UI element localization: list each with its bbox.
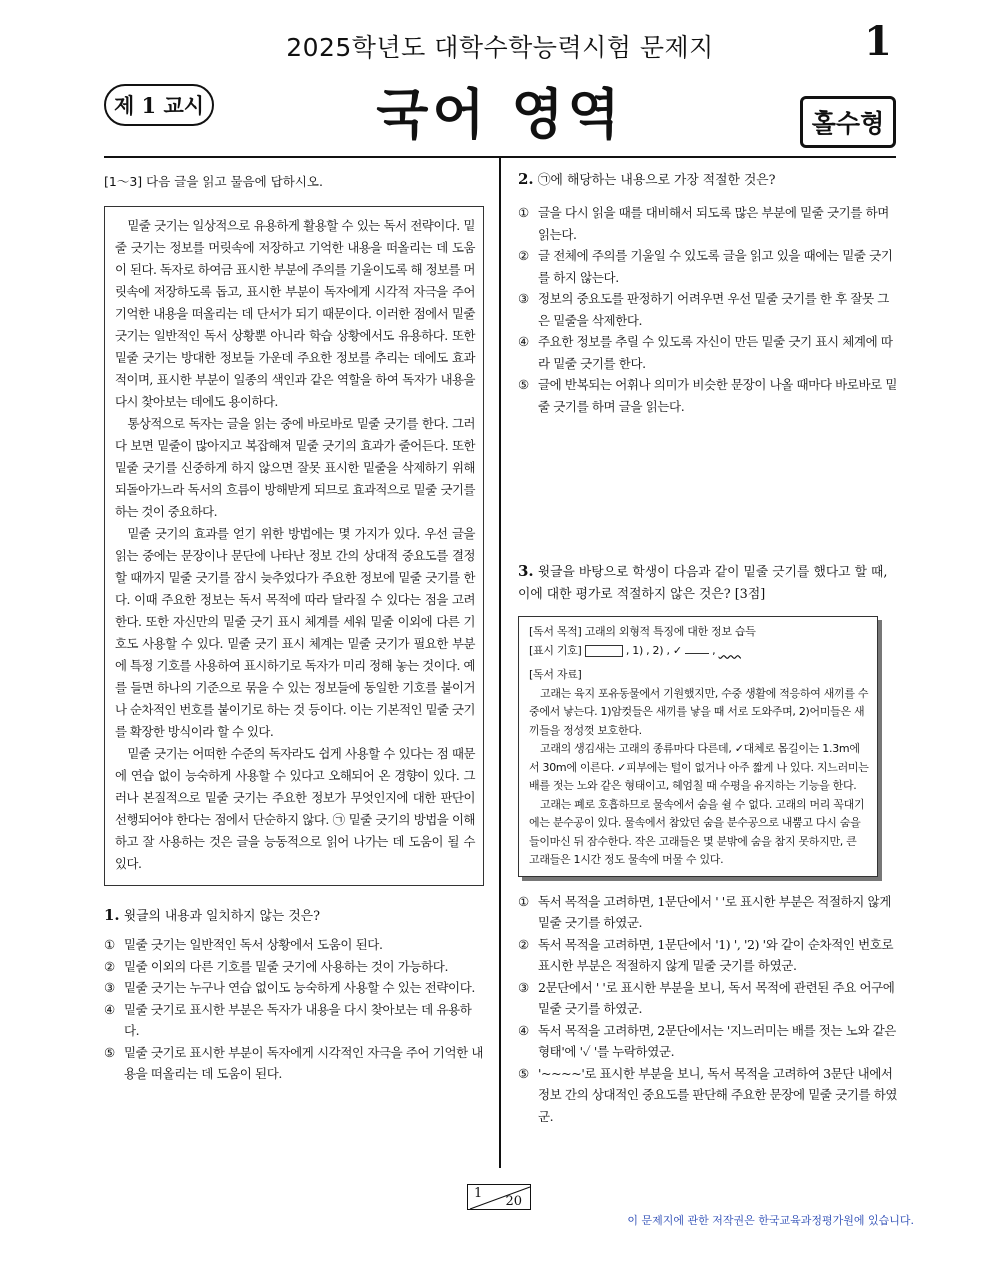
question-stem: 윗글의 내용과 일치하지 않는 것은?	[123, 909, 320, 924]
option-mark: ⑤	[104, 1044, 115, 1060]
option-mark: ⑤	[518, 377, 529, 392]
option-text: 독서 목적을 고려하면, 2문단에서는 '지느러미는 배를 젓는 노와 같은 형태'에 '✓ '를 누락하였군.	[538, 1022, 896, 1059]
reading-material-box: [독서 목적] 고래의 외형적 특징에 대한 정보 습득 [표시 기호] , 1) , 2) , ✓ , [독서 자료] 고래는 육지 포유동물에서 기원했지만, 수중 생활에 적응하여 새끼를 수중에서 낳는다. 1)암컷들은 새끼를 낳을 때 서로 도와주며, 2)어미들은 새끼들을 정성껏 보호한다. 고래의 생김새는 고래의 종류마다 다른데, ✓대체로 몸길이는 1.3m에서 30m에 이른다. ✓피부에는 털이 없거나 아주 짧게 나 있다. 지느러미는 배를 젓는 노와 같은 형태이고, 헤엄칠 때 수평을 유지하는 기능을 한다. 고래는 폐로 호흡하므로 물속에서 숨을 쉴 수 없다. 고래의 머리 꼭대기에는 분수공이 있다. 물속에서 참았던 숨을 분수공으로 내뿜고 다시 숨을 들이마신 뒤 잠수한다. 작은 고래들은 몇 분밖에 숨을 참지 못하지만, 큰 고래들은 1시간 정도 물속에 머물 수 있다.	[518, 616, 878, 877]
option-text: 정보의 중요도를 판정하기 어려우면 우선 밑줄 긋기를 한 후 잘못 그은 밑줄을 삭제한다.	[538, 291, 889, 328]
answer-option[interactable]	[518, 202, 898, 245]
right-column	[518, 168, 898, 1124]
question-stem: 윗글을 바탕으로 학생이 다음과 같이 밑줄 긋기를 했다고 할 때, 이에 대한 평가로 적절하지 않은 것은? [3점]	[518, 565, 888, 602]
reading-passage	[104, 206, 484, 886]
column-divider	[499, 158, 501, 1168]
passage-paragraph: 밑줄 긋기의 효과를 얻기 위한 방법에는 몇 가지가 있다. 우선 글을 읽는 중에는 문장이나 문단에 나타난 정보 간의 상대적 중요도를 결정할 때까지 밑줄 긋기를 잠시 늦추었다가 주요한 정보에 밑줄 긋기를 한다. 이때 주요한 정보는 독서 목적에 따라 달라질 수 있다는 점을 고려한다. 또한 자신만의 밑줄 긋기 표시 체계를 세워 밑줄 이외에 다른 기호도 사용할 수 있다. 밑줄 긋기 표시 체계는 밑줄 긋기가 필요한 부분에 특정 기호를 사용하여 표시하기로 독자가 미리 정해 놓는 것이다. 예를 들면 하나의 기준으로 묶을 수 있는 정보들에 동일한 기호를 붙이거나 순차적인 번호를 붙이기로 하는 것 등이다. 이는 기본적인 밑줄 긋기를 확장한 방식이라 할 수 있다.	[115, 526, 475, 739]
option-mark: ④	[104, 1001, 115, 1017]
option-mark: ①	[104, 937, 115, 952]
option-mark: ①	[518, 893, 529, 909]
option-text: 밑줄 긋기로 표시한 부분은 독자가 내용을 다시 찾아보는 데 유용하다.	[124, 1001, 472, 1038]
page-number: 1	[864, 18, 892, 65]
question-number: 3.	[518, 562, 534, 580]
option-text: 독서 목적을 고려하면, 1문단에서 ' '로 표시한 부분은 적절하지 않게 밑줄 긋기를 하였군.	[538, 893, 891, 930]
option-text: 글에 반복되는 어휘나 의미가 비슷한 문장이 나올 때마다 바로바로 밑줄 긋기를 하며 글을 읽는다.	[538, 377, 898, 414]
answer-option[interactable]	[104, 1042, 484, 1085]
option-mark: ①	[518, 205, 529, 220]
purpose-text: 고래의 외형적 특징에 대한 정보 습득	[584, 625, 756, 638]
box-symbol-icon	[585, 645, 623, 657]
underline-symbol-icon	[685, 653, 709, 654]
question-2	[518, 168, 898, 417]
answer-option[interactable]	[104, 977, 484, 999]
answer-option[interactable]	[104, 934, 484, 956]
answer-option[interactable]	[518, 977, 898, 1020]
exam-title: 2025학년도 대학수학능력시험 문제지	[286, 33, 714, 62]
option-mark: ⑤	[518, 1065, 529, 1081]
option-text: 글 전체에 주의를 기울일 수 있도록 글을 읽고 있을 때에는 밑줄 긋기를 하지 않는다.	[538, 248, 893, 285]
option-text: 밑줄 이외의 다른 기호를 밑줄 긋기에 사용하는 것이 가능하다.	[124, 958, 449, 974]
symbols-label: [표시 기호]	[529, 643, 582, 657]
option-text: 글을 다시 읽을 때를 대비해서 되도록 많은 부분에 밑줄 긋기를 하며 읽는다.	[538, 205, 889, 242]
subject-title: 국어 영역	[376, 83, 624, 146]
answer-option[interactable]	[518, 1020, 898, 1063]
material-paragraph-3: 고래는 폐로 호흡하므로 물속에서 숨을 쉴 수 없다. 고래의 머리 꼭대기에는 분수공이 있다. 물속에서 참았던 숨을 분수공으로 내뿜고 다시 숨을 들이마신 뒤 잠수한다. 작은 고래들은 몇 분밖에 숨을 참지 못하지만, 큰 고래들은 1시간 정도 물속에 머물 수 있다.	[529, 797, 865, 866]
option-text: 밑줄 긋기로 표시한 부분이 독자에게 시각적인 자극을 주어 기억한 내용을 떠올리는 데 도움이 된다.	[124, 1044, 484, 1081]
answer-option[interactable]	[104, 999, 484, 1042]
current-page: 1	[474, 1186, 483, 1201]
answer-option[interactable]	[518, 891, 898, 934]
page-indicator	[467, 1184, 531, 1210]
symbols-text: 1) , 2) , ✓	[632, 643, 682, 657]
instruction: [1～3] 다음 글을 읽고 물음에 답하시오.	[104, 174, 323, 189]
option-mark: ③	[518, 979, 529, 995]
left-column	[104, 168, 484, 1085]
passage-paragraph: 밑줄 긋기는 일상적으로 유용하게 활용할 수 있는 독서 전략이다. 밑줄 긋기는 정보를 머릿속에 저장하고 기억한 내용을 떠올리는 데 도움이 된다. 독자로 하여금 표시한 부분에 주의를 기울이도록 해 정보를 머릿속에 저장하도록 돕고, 표시한 부분이 독자에게 시각적 자극을 주어 기억한 내용을 떠올리는 데 단서가 되기 때문이다. 이러한 점에서 밑줄 긋기는 일반적인 독서 상황뿐 아니라 학습 상황에서도 유용하다. 또한 밑줄 긋기는 방대한 정보들 가운데 주요한 정보를 추리는 데에도 효과적이며, 표시한 부분이 일종의 색인과 같은 역할을 하여 독자가 내용을 다시 찾아보는 데에도 용이하다.	[115, 218, 475, 409]
passage-paragraph: 통상적으로 독자는 글을 읽는 중에 바로바로 밑줄 긋기를 한다. 그러다 보면 밑줄이 많아지고 복잡해져 밑줄 긋기의 효과가 줄어든다. 또한 밑줄 긋기를 신중하게 하지 않으면 잘못 표시한 밑줄을 삭제하기 위해 되돌아가느라 독서의 흐름이 방해받게 되므로 효과적으로 밑줄 긋기를 하는 것이 중요하다.	[115, 416, 475, 519]
option-text: 2문단에서 ' '로 표시한 부분을 보니, 독서 목적에 관련된 주요 어구에 밑줄 긋기를 하였군.	[538, 979, 895, 1016]
question-stem: ㉠에 해당하는 내용으로 가장 적절한 것은?	[537, 173, 776, 188]
answer-option[interactable]	[518, 245, 898, 288]
option-mark: ③	[104, 980, 115, 995]
option-text: 독서 목적을 고려하면, 1문단에서 '1) ', '2) '와 같이 순차적인 번호로 표시한 부분은 적절하지 않게 밑줄 긋기를 하였군.	[538, 936, 894, 973]
question-number: 1.	[104, 906, 120, 924]
wavy-underline-icon	[719, 644, 741, 657]
answer-options	[518, 891, 898, 1128]
answer-option[interactable]	[518, 331, 898, 374]
answer-option[interactable]	[104, 956, 484, 978]
answer-option[interactable]	[518, 1063, 898, 1128]
total-pages: 20	[505, 1194, 522, 1209]
option-mark: ③	[518, 291, 529, 306]
option-text: '~~~~'로 표시한 부분을 보니, 독서 목적을 고려하여 3문단 내에서 정보 간의 상대적인 중요도를 판단해 주요한 문장에 밑줄 긋기를 하였군.	[538, 1065, 898, 1124]
option-mark: ④	[518, 334, 529, 349]
answer-option[interactable]	[518, 374, 898, 417]
form-type-badge: 홀수형	[800, 96, 896, 148]
option-text: 밑줄 긋기는 누구나 연습 없이도 능숙하게 사용할 수 있는 전략이다.	[124, 980, 475, 995]
question-1	[104, 904, 484, 1085]
material-paragraph-2: 고래의 생김새는 고래의 종류마다 다른데, ✓대체로 몸길이는 1.3m에서 30m에 이른다. ✓피부에는 털이 없거나 아주 짧게 나 있다. 지느러미는 배를 젓는 노와 같은 형태이고, 헤엄칠 때 수평을 유지하는 기능을 한다.	[529, 742, 869, 792]
option-mark: ②	[518, 936, 529, 952]
material-paragraph-1: 고래는 육지 포유동물에서 기원했지만, 수중 생활에 적응하여 새끼를 수중에서 낳는다. 1)암컷들은 새끼를 낳을 때 서로 도와주며, 2)어미들은 새끼들을 정성껏 보호한다.	[529, 686, 869, 737]
option-mark: ④	[518, 1022, 529, 1038]
question-number: 2.	[518, 170, 534, 188]
period-badge: 제 1 교시	[104, 84, 214, 126]
option-mark: ②	[104, 958, 115, 974]
answer-options	[104, 934, 484, 1085]
answer-option[interactable]	[518, 934, 898, 977]
option-mark: ②	[518, 248, 529, 263]
question-3	[518, 560, 898, 1127]
material-label: [독서 자료]	[529, 668, 582, 681]
passage-paragraph: 밑줄 긋기는 어떠한 수준의 독자라도 쉽게 사용할 수 있다는 점 때문에 연습 없이 능숙하게 사용할 수 있다고 오해되어 온 경향이 있다. 그러나 본질적으로 밑줄 긋기는 주요한 정보가 무엇인지에 대한 판단이 선행되어야 한다는 점에서 단순하지 않다. ㉠ 밑줄 긋기의 방법을 이해하고 잘 사용하는 것은 글을 능동적으로 읽어 나가는 데 도움이 될 수 있다.	[115, 746, 475, 871]
copyright-notice: 이 문제지에 관한 저작권은 한국교육과정평가원에 있습니다.	[627, 1214, 914, 1227]
answer-options	[518, 202, 898, 417]
answer-option[interactable]	[518, 288, 898, 331]
option-text: 주요한 정보를 추릴 수 있도록 자신이 만든 밑줄 긋기 표시 체계에 따라 밑줄 긋기를 한다.	[538, 334, 893, 371]
option-text: 밑줄 긋기는 일반적인 독서 상황에서 도움이 된다.	[124, 937, 383, 952]
purpose-label: [독서 목적]	[529, 625, 582, 638]
